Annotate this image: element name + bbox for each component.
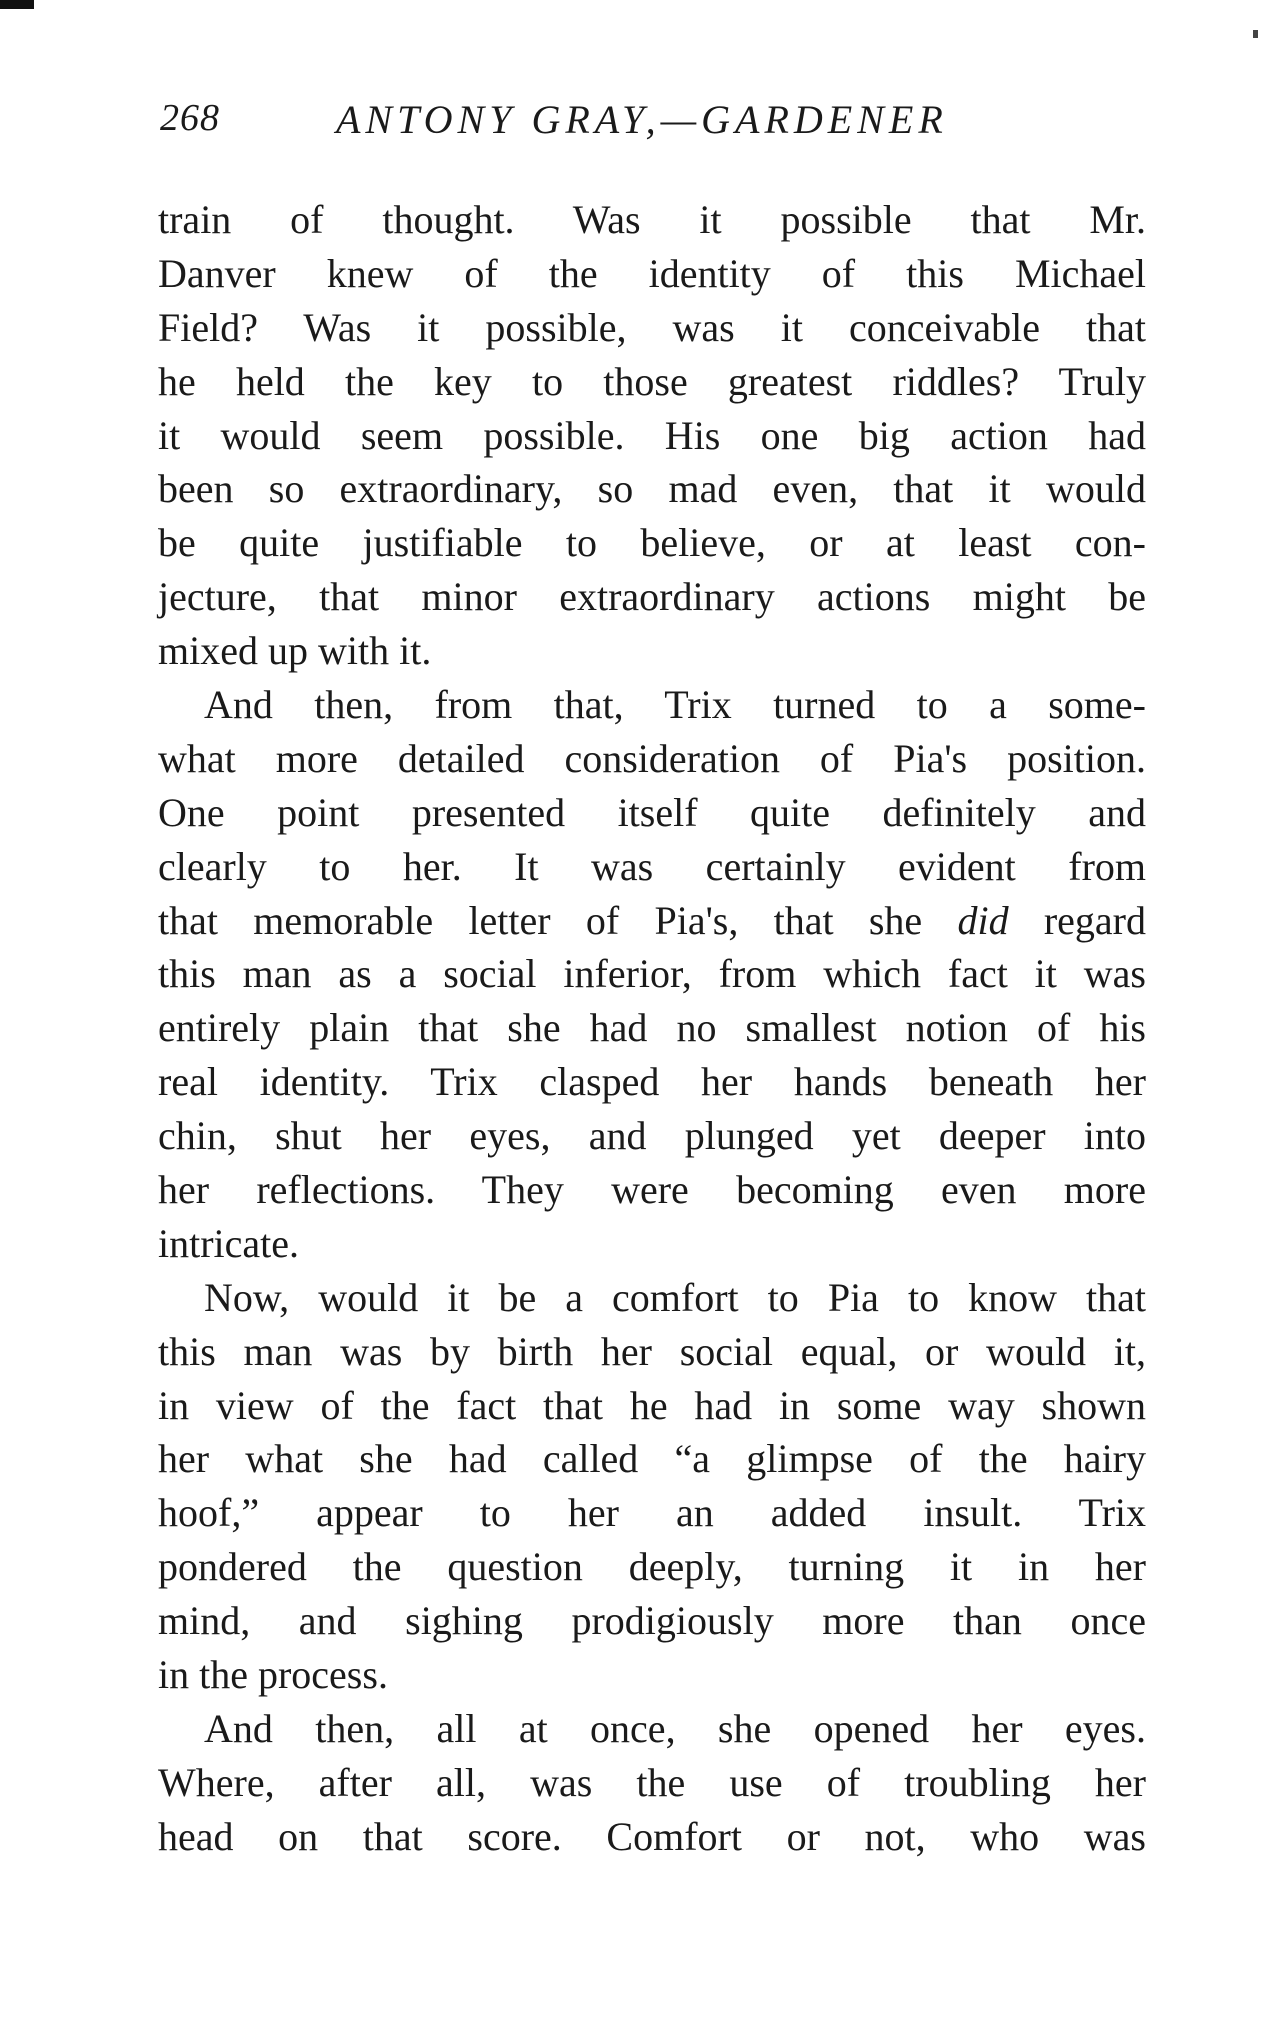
text-line	[158, 894, 1146, 948]
paragraph-start-line: And then, from that, Trix turned to a some-	[204, 682, 1146, 728]
text-line: hoof,” appear to her an added insult. Trix	[158, 1490, 1146, 1536]
text-line: Danver knew of the identity of this Michael	[158, 250, 1146, 296]
text-line: clearly to her. It was certainly evident from	[158, 843, 1146, 889]
emphasis-text: did	[957, 897, 1009, 943]
text-line: what more detailed consideration of Pia's position.	[158, 735, 1146, 781]
text-line: it would seem possible. His one big action had	[158, 412, 1146, 458]
text-line: real identity. Trix clasped her hands beneath her	[158, 1059, 1146, 1105]
text-line: be quite justifiable to believe, or at least con-	[158, 520, 1146, 566]
text-line: mind, and sighing prodigiously more than once	[158, 1598, 1146, 1644]
text-line: he held the key to those greatest riddles? Truly	[158, 358, 1146, 404]
text-line: her reflections. They were becoming even more	[158, 1167, 1146, 1213]
text-line: head on that score. Comfort or not, who was	[158, 1813, 1146, 1859]
text-line: Where, after all, was the use of troubling her	[158, 1759, 1146, 1805]
text-line: mixed up with it.	[158, 628, 432, 674]
text-line: chin, shut her eyes, and plunged yet deeper into	[158, 1113, 1146, 1159]
text-line: this man was by birth her social equal, or would it,	[158, 1328, 1146, 1374]
text-line: her what she had called “a glimpse of the hairy	[158, 1436, 1146, 1482]
text-line: pondered the question deeply, turning it in her	[158, 1544, 1146, 1590]
text-line: in the process.	[158, 1652, 388, 1698]
page-header	[160, 96, 1160, 146]
running-head: ANTONY GRAY,—GARDENER	[336, 97, 948, 142]
text-line: this man as a social inferior, from which fact it was	[158, 951, 1146, 997]
text-line: entirely plain that she had no smallest notion of his	[158, 1005, 1146, 1051]
scan-artifact	[0, 0, 34, 9]
text-line: in view of the fact that he had in some way shown	[158, 1382, 1146, 1428]
text-line: been so extraordinary, so mad even, that it would	[158, 466, 1146, 512]
paragraph-start-line: Now, would it be a comfort to Pia to know that	[204, 1274, 1146, 1320]
text-line: jecture, that minor extraordinary actions might be	[158, 574, 1146, 620]
text-line: Field? Was it possible, was it conceivable that	[158, 304, 1146, 350]
page-number: 268	[160, 97, 220, 139]
text-line: intricate.	[158, 1220, 300, 1266]
paragraph-start-line: And then, all at once, she opened her eyes.	[204, 1705, 1146, 1751]
text-line: One point presented itself quite definitely and	[158, 789, 1146, 835]
text-segment: regard	[1008, 897, 1146, 943]
body-text	[158, 193, 1146, 1864]
text-segment: that memorable letter of Pia's, that she	[158, 897, 958, 943]
scan-artifact	[1253, 30, 1258, 38]
text-line: train of thought. Was it possible that Mr.	[158, 197, 1146, 242]
